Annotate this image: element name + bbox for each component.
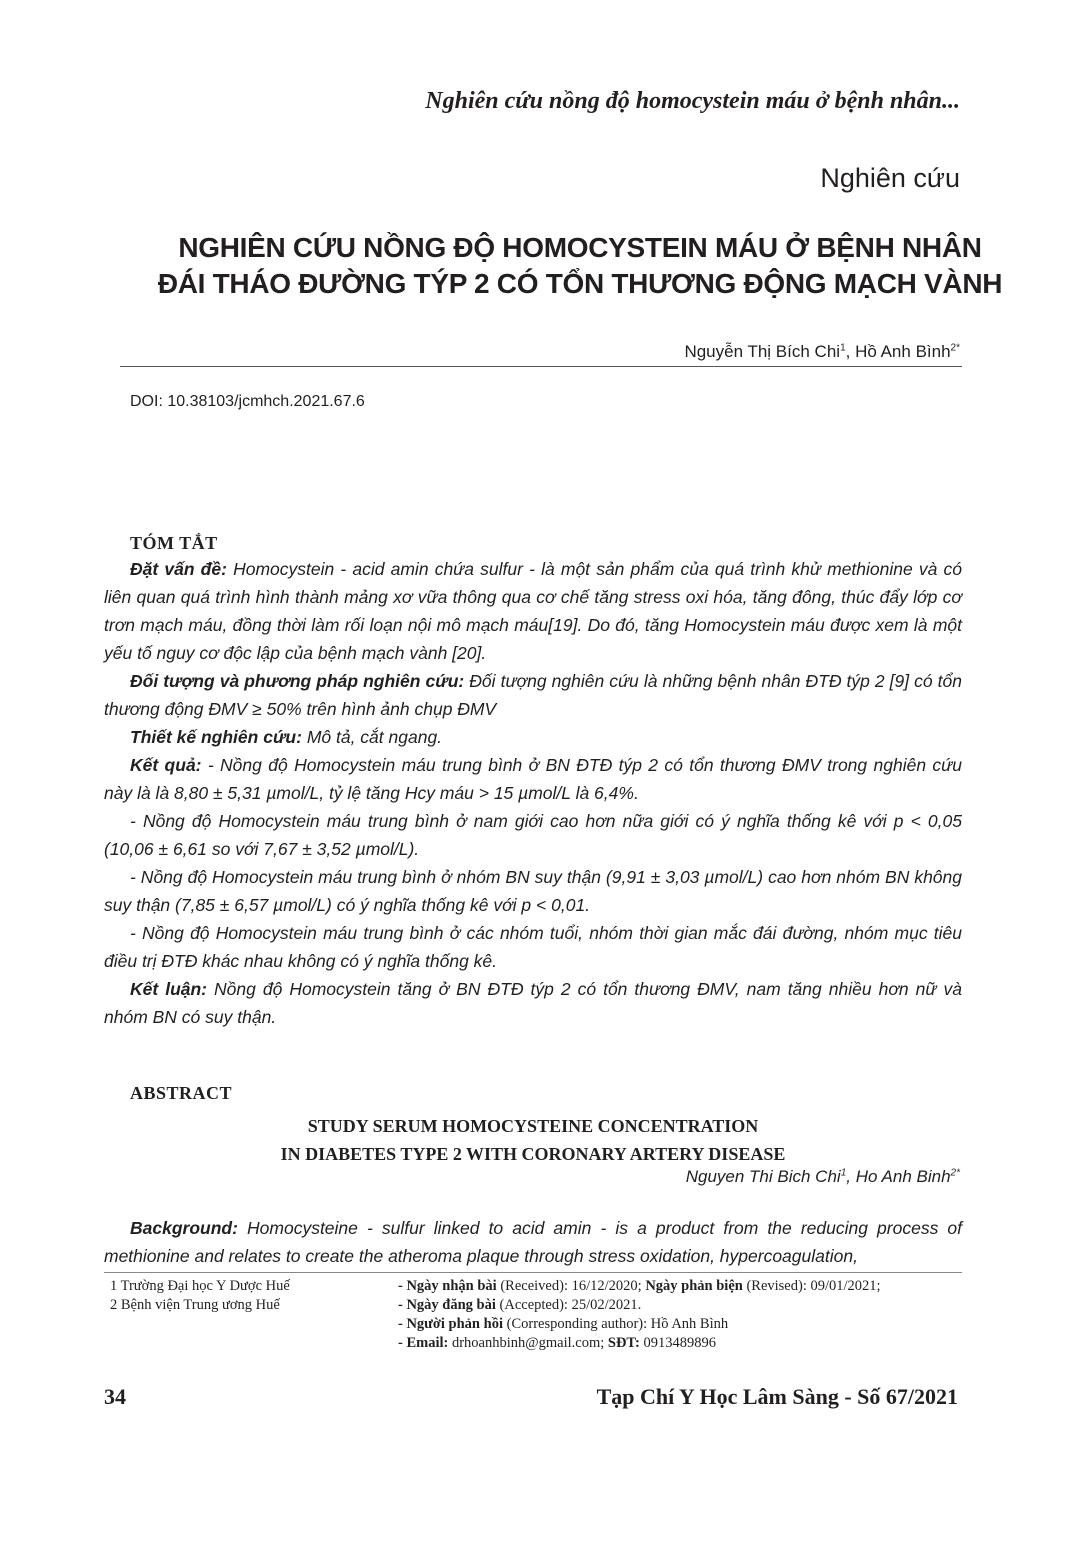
affiliation-marker: 2*	[950, 1167, 960, 1179]
authors	[684, 342, 960, 362]
summary-paragraph	[104, 751, 962, 807]
received-line	[398, 1277, 881, 1296]
revised-label: Ngày phản biện	[645, 1278, 743, 1294]
footnote-divider	[104, 1272, 962, 1273]
abstract-paragraph	[104, 1214, 962, 1270]
abstract-body	[104, 1214, 962, 1270]
affiliation-marker: 1	[840, 1167, 847, 1179]
title-line-2: ĐÁI THÁO ĐƯỜNG TÝP 2 CÓ TỔN THƯƠNG ĐỘNG MẠCH VÀNH	[157, 268, 1003, 299]
summary-body	[104, 555, 962, 1031]
corresponding-line	[398, 1315, 881, 1334]
english-title-line-1: STUDY SERUM HOMOCYSTEINE CONCENTRATION	[307, 1116, 759, 1136]
corresponding-value: (Corresponding author): Hồ Anh Bình	[502, 1316, 729, 1332]
summary-paragraph	[104, 667, 962, 723]
article-dates	[398, 1277, 881, 1353]
email-label: - Email:	[398, 1335, 449, 1351]
paragraph-label: Đặt vấn đề:	[130, 559, 227, 579]
paragraph-text: Đối tượng nghiên cứu là những bệnh nhân ĐTĐ týp 2 [9] có tổn thương động ĐMV ≥ 50% trên hình ảnh chụp ĐMV	[104, 671, 962, 719]
paragraph-label: Kết luận:	[130, 979, 208, 999]
accepted-label: - Ngày đăng bài	[398, 1297, 496, 1313]
title-line-1: NGHIÊN CỨU NỒNG ĐỘ HOMOCYSTEIN MÁU Ở BỆNH NHÂN	[178, 232, 982, 263]
paragraph-text: Nồng độ Homocystein tăng ở BN ĐTĐ týp 2 có tổn thương ĐMV, nam tăng nhiều hơn nữ và nhóm BN có suy thận.	[104, 979, 962, 1027]
journal-name: Tạp Chí Y Học Lâm Sàng - Số 67/2021	[596, 1384, 958, 1409]
abstract-heading: ABSTRACT	[130, 1083, 233, 1103]
author-name: Ho Anh Binh	[855, 1167, 951, 1186]
english-title	[104, 1112, 962, 1168]
phone-value: 0913489896	[639, 1335, 716, 1351]
author-name: Nguyen Thi Bich Chi	[685, 1167, 841, 1186]
summary-paragraph: - Nồng độ Homocystein máu trung bình ở nhóm BN suy thận (9,91 ± 3,03 µmol/L) cao hơn nhóm BN không suy thận (7,85 ± 6,57 µmol/L) có ý nghĩa thống kê với p < 0,01.	[104, 867, 962, 915]
english-title-line-2: IN DIABETES TYPE 2 WITH CORONARY ARTERY DISEASE	[280, 1144, 786, 1164]
summary-paragraph: - Nồng độ Homocystein máu trung bình ở các nhóm tuổi, nhóm thời gian mắc đái đường, nhóm mục tiêu điều trị ĐTĐ khác nhau không có ý nghĩa thống kê.	[104, 923, 962, 971]
paragraph-label: Kết quả:	[130, 755, 202, 775]
paragraph-label: Đối tượng và phương pháp nghiên cứu:	[130, 671, 465, 691]
page-number: 34	[104, 1384, 126, 1409]
summary-heading: TÓM TẮT	[130, 533, 218, 553]
paragraph-label: Thiết kế nghiên cứu:	[130, 727, 302, 747]
author-separator: ,	[846, 1167, 856, 1186]
author-separator: ,	[845, 342, 856, 361]
summary-paragraph	[104, 723, 962, 751]
article-title	[100, 230, 1060, 302]
contact-line	[398, 1334, 881, 1353]
running-header: Nghiên cứu nồng độ homocystein máu ở bệnh nhân...	[425, 88, 960, 114]
summary-paragraph: - Nồng độ Homocystein máu trung bình ở nam giới cao hơn nữa giới có ý nghĩa thống kê với p < 0,05 (10,06 ± 6,61 so với 7,67 ± 3,52 µmol/L).	[104, 811, 962, 859]
header-divider	[120, 366, 962, 367]
paragraph-text: Homocysteine - sulfur linked to acid amin - is a product from the reducing process of methionine and relates to create the atheroma plaque through stress oxidation, hypercoagulation,	[104, 1218, 962, 1266]
received-value: (Received): 16/12/2020;	[496, 1278, 646, 1294]
corresponding-label: - Người phản hồi	[398, 1316, 503, 1332]
author-name: Hồ Anh Bình	[855, 342, 951, 361]
email-value[interactable]: drhoanhbinh@gmail.com;	[448, 1335, 608, 1351]
revised-value: (Revised): 09/01/2021;	[742, 1278, 881, 1294]
author-name: Nguyễn Thị Bích Chi	[684, 342, 841, 361]
received-label: - Ngày nhận bài	[398, 1278, 497, 1294]
paragraph-text: - Nồng độ Homocystein máu trung bình ở BN ĐTĐ týp 2 có tổn thương ĐMV trong nghiên cứu này là là 8,80 ± 5,31 µmol/L, tỷ lệ tăng Hcy máu > 15 µmol/L là 6,4%.	[104, 755, 962, 803]
paragraph-text: Homocystein - acid amin chứa sulfur - là một sản phẩm của quá trình khử methionine và có liên quan quá trình hình thành mảng xơ vữa thông qua cơ chế tăng stress oxi hóa, tăng đông, thúc đẩy lớp cơ trơn mạch máu, đồng thời làm rối loạn nội mô mạch máu[19]. Do đó, tăng Homocystein máu được xem là một yếu tố nguy cơ độc lập của bệnh mạch vành [20].	[104, 559, 962, 663]
paragraph-label: Background:	[130, 1218, 238, 1238]
accepted-value: (Accepted): 25/02/2021.	[495, 1297, 642, 1313]
affiliation-marker: 1	[840, 342, 846, 354]
section-label: Nghiên cứu	[820, 163, 960, 193]
affiliations	[110, 1277, 290, 1315]
summary-paragraph	[104, 555, 962, 667]
english-authors	[686, 1167, 960, 1187]
paragraph-text: Mô tả, cắt ngang.	[301, 727, 443, 747]
accepted-line	[398, 1296, 881, 1315]
summary-paragraph	[104, 975, 962, 1031]
affiliation-1: 1 Trường Đại học Y Dược Huế	[110, 1278, 290, 1294]
doi: DOI: 10.38103/jcmhch.2021.67.6	[130, 393, 365, 410]
phone-label: SĐT:	[607, 1335, 640, 1351]
affiliation-marker: 2*	[950, 342, 960, 354]
affiliation-2: 2 Bệnh viện Trung ương Huế	[110, 1297, 280, 1313]
